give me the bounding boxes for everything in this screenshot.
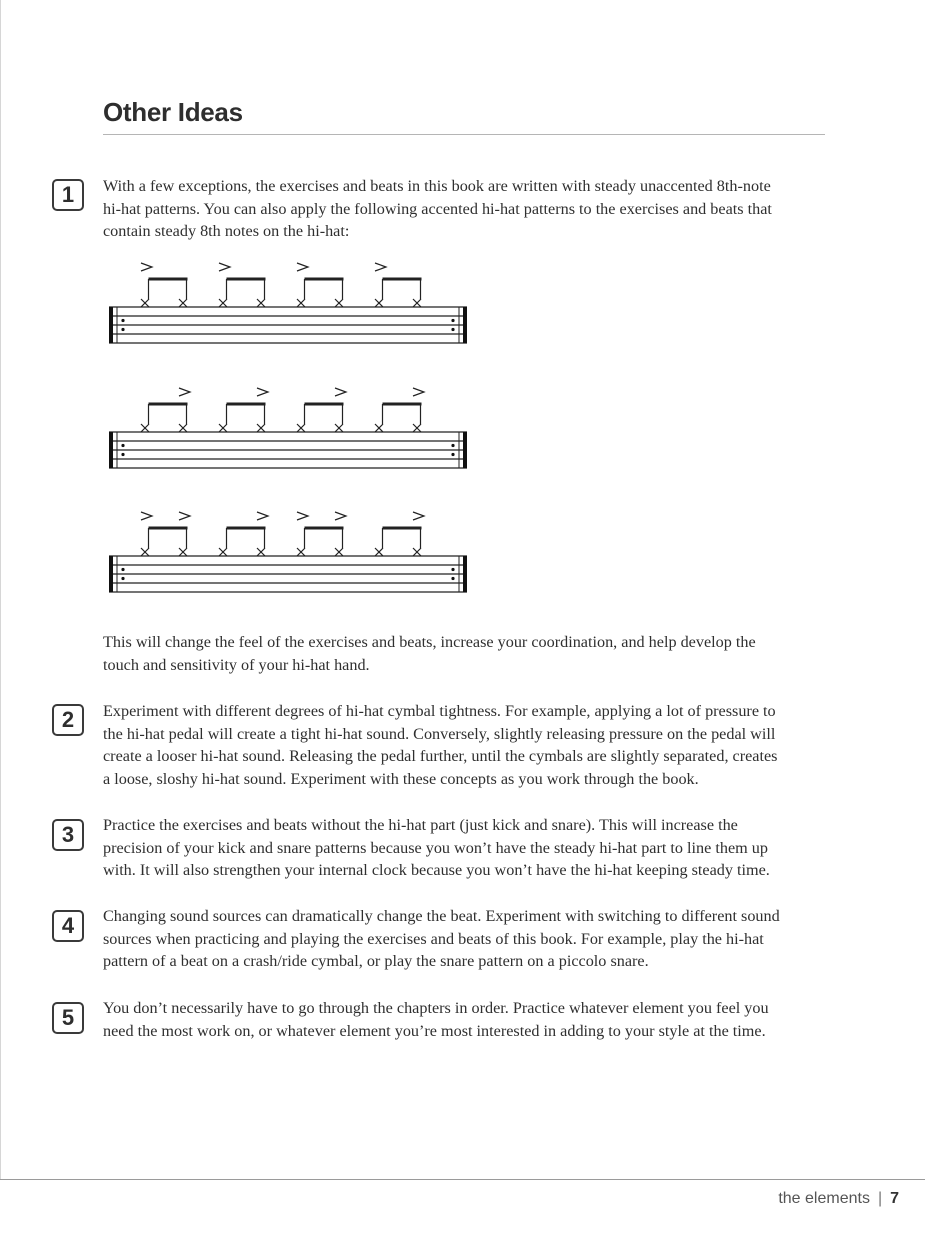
page-title: Other Ideas <box>103 97 243 127</box>
text-line: Experiment with different degrees of hi-hat cymbal tightness. For example, applying a lot of pressure to <box>103 702 776 720</box>
item-text <box>103 905 833 973</box>
hihat-notation-pattern-3 <box>105 501 475 601</box>
page-number: 7 <box>890 1190 899 1207</box>
item-text <box>103 997 833 1042</box>
accent-mark <box>257 512 268 520</box>
item-text <box>103 814 833 882</box>
repeat-dot <box>451 319 454 322</box>
accent-mark <box>179 512 190 520</box>
item-number-badge: 1 <box>52 179 84 211</box>
hihat-notation-pattern-1 <box>105 252 475 352</box>
accent-mark <box>141 512 152 520</box>
accent-mark <box>413 388 424 396</box>
accent-mark <box>375 263 386 271</box>
text-line: pattern of a beat on a crash/ride cymbal, or play the snare pattern on a piccolo snare. <box>103 952 649 971</box>
title-divider <box>103 134 825 135</box>
text-line: with. It will also strengthen your internal clock because you won’t have the hi-hat keeping steady time. <box>103 861 770 880</box>
eighth-note-beam <box>149 403 188 406</box>
accent-mark <box>335 388 346 396</box>
repeat-dot <box>451 444 454 447</box>
text-line: sources when practicing and playing the exercises and beats of this book. For example, play the hi-hat <box>103 929 764 948</box>
item-number-badge: 5 <box>52 1002 84 1034</box>
accent-mark <box>335 512 346 520</box>
text-line: You don’t necessarily have to go through the chapters in order. Practice whatever element you feel you <box>103 999 769 1017</box>
repeat-thick-bar <box>109 307 113 343</box>
repeat-dot <box>121 568 124 571</box>
repeat-dot <box>121 319 124 322</box>
text-line: This will change the feel of the exercises and beats, increase your coordination, and help develop the <box>103 633 756 651</box>
page-edge-line <box>0 0 1 1180</box>
text-line: contain steady 8th notes on the hi-hat: <box>103 222 350 241</box>
text-line: precision of your kick and snare patterns because you won’t have the steady hi-hat part to line them up <box>103 838 768 857</box>
accent-mark <box>179 388 190 396</box>
eighth-note-beam <box>383 527 422 530</box>
repeat-dot <box>451 453 454 456</box>
text-line: create a looser hi-hat sound. Releasing the pedal further, until the cymbals are slightly separated, creates <box>103 747 778 766</box>
accent-mark <box>297 512 308 520</box>
eighth-note-beam <box>305 278 344 281</box>
text-line: hi-hat patterns. You can also apply the following accented hi-hat patterns to the exercises and beats that <box>103 199 772 218</box>
repeat-dot <box>451 577 454 580</box>
eighth-note-beam <box>305 527 344 530</box>
text-line: a loose, sloshy hi-hat sound. Experiment with these concepts as you work through the book. <box>103 770 699 789</box>
eighth-note-beam <box>149 527 188 530</box>
item-number-badge: 2 <box>52 704 84 736</box>
hihat-notation-pattern-2 <box>105 377 475 477</box>
text-line: With a few exceptions, the exercises and beats in this book are written with steady unaccented 8th-note <box>103 177 771 195</box>
accent-mark <box>297 263 308 271</box>
accent-mark <box>413 512 424 520</box>
eighth-note-beam <box>227 278 266 281</box>
repeat-dot <box>121 444 124 447</box>
footer-book-title: the elements <box>778 1190 870 1207</box>
page-footer <box>778 1190 899 1208</box>
item-text <box>103 175 833 243</box>
text-line: need the most work on, or whatever element you’re most interested in adding to your style at the time. <box>103 1021 766 1040</box>
text-line: Practice the exercises and beats without the hi-hat part (just kick and snare). This will increase the <box>103 816 738 834</box>
eighth-note-beam <box>383 278 422 281</box>
repeat-thick-bar <box>463 556 467 592</box>
eighth-note-beam <box>149 278 188 281</box>
eighth-note-beam <box>383 403 422 406</box>
repeat-dot <box>121 453 124 456</box>
accent-mark <box>141 263 152 271</box>
eighth-note-beam <box>305 403 344 406</box>
item-text <box>103 700 833 791</box>
eighth-note-beam <box>227 527 266 530</box>
repeat-thick-bar <box>109 556 113 592</box>
text-line: Changing sound sources can dramatically change the beat. Experiment with switching to different sound <box>103 907 780 925</box>
repeat-thick-bar <box>463 307 467 343</box>
footer-separator: | <box>877 1190 883 1207</box>
item-followup-text <box>103 631 833 676</box>
eighth-note-beam <box>227 403 266 406</box>
repeat-thick-bar <box>463 432 467 468</box>
text-line: the hi-hat pedal will create a tight hi-hat sound. Conversely, slightly releasing pressure on the pedal will <box>103 724 776 743</box>
accent-mark <box>257 388 268 396</box>
repeat-dot <box>121 328 124 331</box>
item-number-badge: 4 <box>52 910 84 942</box>
repeat-dot <box>121 577 124 580</box>
repeat-dot <box>451 328 454 331</box>
item-number-badge: 3 <box>52 819 84 851</box>
repeat-thick-bar <box>109 432 113 468</box>
text-line: touch and sensitivity of your hi-hat hand. <box>103 655 370 674</box>
footer-divider <box>0 1179 925 1180</box>
accent-mark <box>219 263 230 271</box>
repeat-dot <box>451 568 454 571</box>
